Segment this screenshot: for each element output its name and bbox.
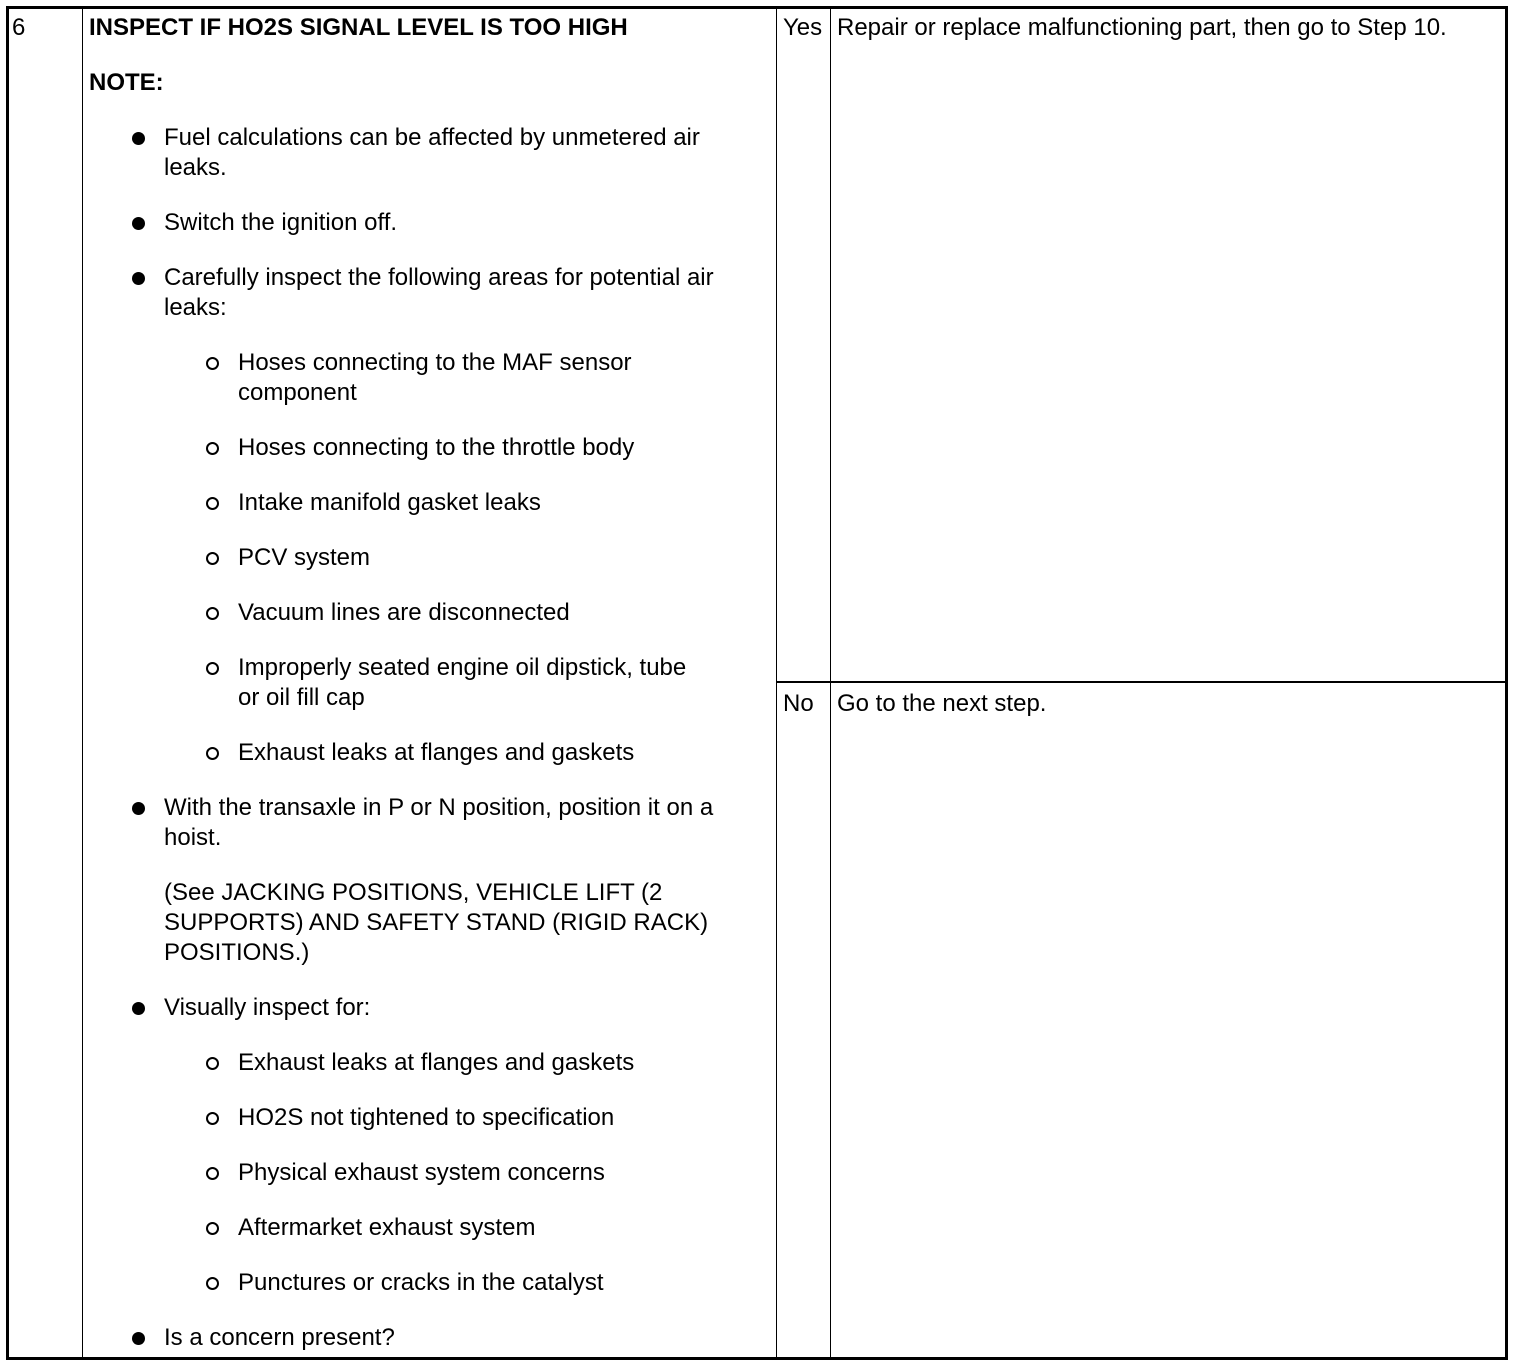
sub-bullet-icon <box>206 1222 219 1235</box>
sub-bullet-icon <box>206 607 219 620</box>
sub-list-item: Intake manifold gasket leaks <box>238 489 541 516</box>
sub-bullet-icon <box>206 357 219 370</box>
sub-bullet-icon <box>206 662 219 675</box>
no-action: Go to the next step. <box>837 690 1047 717</box>
yes-action: Repair or replace malfunctioning part, then go to Step 10. <box>837 14 1447 41</box>
list-item: Is a concern present? <box>164 1324 395 1351</box>
sub-bullet-icon <box>206 747 219 760</box>
sub-list-item: Aftermarket exhaust system <box>238 1214 536 1241</box>
sub-bullet-icon <box>206 1167 219 1180</box>
bullet-icon <box>132 802 145 815</box>
sub-list-item: PCV system <box>238 544 371 571</box>
see-reference-link[interactable]: SUPPORTS) AND SAFETY STAND (RIGID RACK) <box>164 909 709 936</box>
sub-list-item: Exhaust leaks at flanges and gaskets <box>238 1049 635 1076</box>
bullet-icon <box>132 132 145 145</box>
list-item: Switch the ignition off. <box>164 209 398 236</box>
see-reference-link[interactable]: (See JACKING POSITIONS, VEHICLE LIFT (2 <box>164 879 663 906</box>
sub-list-item: Improperly seated engine oil dipstick, tube <box>238 654 687 681</box>
list-item-continuation: leaks. <box>164 154 227 181</box>
see-reference-link[interactable]: POSITIONS.) <box>164 939 310 966</box>
bullet-icon <box>132 1002 145 1015</box>
row-divider-yes-no <box>776 681 1508 683</box>
sub-list-item: Hoses connecting to the throttle body <box>238 434 635 461</box>
sub-list-item: Punctures or cracks in the catalyst <box>238 1269 604 1296</box>
yes-label: Yes <box>783 14 823 41</box>
no-label: No <box>783 690 814 717</box>
step-title: INSPECT IF HO2S SIGNAL LEVEL IS TOO HIGH <box>89 14 628 41</box>
column-divider-step <box>82 6 83 1360</box>
sub-list-item: Vacuum lines are disconnected <box>238 599 570 626</box>
column-divider-action <box>830 6 831 1360</box>
sub-list-item: Physical exhaust system concerns <box>238 1159 605 1186</box>
sub-list-item: HO2S not tightened to specification <box>238 1104 615 1131</box>
sub-bullet-icon <box>206 497 219 510</box>
list-item-continuation: hoist. <box>164 824 222 851</box>
sub-bullet-icon <box>206 1112 219 1125</box>
sub-list-item: Hoses connecting to the MAF sensor <box>238 349 632 376</box>
sub-bullet-icon <box>206 1057 219 1070</box>
list-item: With the transaxle in P or N position, position it on a <box>164 794 714 821</box>
sub-bullet-icon <box>206 552 219 565</box>
sub-list-item: Exhaust leaks at flanges and gaskets <box>238 739 635 766</box>
list-item: Fuel calculations can be affected by unmetered air <box>164 124 700 151</box>
sub-list-item-continuation: component <box>238 379 357 406</box>
bullet-icon <box>132 272 145 285</box>
bullet-icon <box>132 1332 145 1345</box>
list-item-continuation: leaks: <box>164 294 227 321</box>
sub-bullet-icon <box>206 1277 219 1290</box>
list-item: Visually inspect for: <box>164 994 371 1021</box>
list-item: Carefully inspect the following areas for potential air <box>164 264 714 291</box>
bullet-icon <box>132 217 145 230</box>
column-divider-answer <box>776 6 777 1360</box>
note-label: NOTE: <box>89 69 164 96</box>
sub-bullet-icon <box>206 442 219 455</box>
sub-list-item-continuation: or oil fill cap <box>238 684 365 711</box>
step-number: 6 <box>12 14 26 41</box>
